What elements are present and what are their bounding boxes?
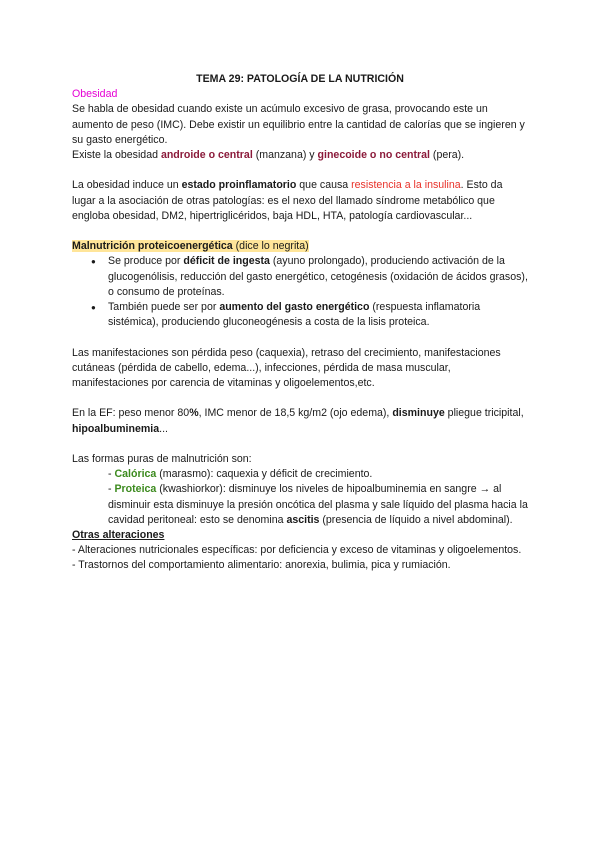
text-span: pliegue tricipital, xyxy=(444,407,524,420)
text-span: (marasmo): caquexia y déficit de crecimiento. xyxy=(156,468,373,481)
androide-term: androide o central xyxy=(160,149,253,162)
calorica-term: Calórica xyxy=(114,468,157,481)
text-span: que causa xyxy=(296,179,352,192)
text-span: (presencia de líquido a nivel abdominal). xyxy=(319,513,513,526)
calorica-item xyxy=(72,467,528,482)
proteica-term: Proteica xyxy=(114,483,157,496)
deficit-ingesta-term: déficit de ingesta xyxy=(183,255,270,268)
ef-paragraph xyxy=(72,406,528,436)
text-span: Existe la obesidad xyxy=(72,149,161,162)
manifestaciones-paragraph: Las manifestaciones son pérdida peso (caquexia), retraso del crecimiento, manifestaciones cutáneas (pérdida de cabello, edema...), infecciones, pérdida de masa muscular, manifestaciones por carencia de vitaminas y oligoelementos,etc. xyxy=(72,346,501,390)
text-span: ... xyxy=(159,422,168,435)
formas-intro: Las formas puras de malnutrición son: xyxy=(72,453,252,465)
ginecoide-term: ginecoide o no central xyxy=(317,149,430,162)
document-page xyxy=(72,72,528,574)
obesidad-paragraph-3 xyxy=(72,178,528,224)
text-span: (respuesta inflamatoria sistémica), produciendo gluconeogénesis a costa de la lisis proteica. xyxy=(108,301,481,329)
ascitis-term: ascitis xyxy=(286,513,320,526)
text-span: En la EF: peso menor 80 xyxy=(72,407,190,420)
proinflamatorio-term: estado proinflamatorio xyxy=(181,179,297,192)
list-item xyxy=(108,300,528,330)
text-span: (kwashiorkor): disminuye los niveles de hipoalbuminemia en sangre → al disminuir esta disminuye la presión oncótica del plasma y sale líquido del plasma hacia la cavidad peritoneal: esto se denomina xyxy=(108,483,528,526)
obesidad-heading: Obesidad xyxy=(72,88,118,101)
otras-line-2: - Trastornos del comportamiento alimentario: anorexia, bulimia, pica y rumiación. xyxy=(72,559,451,572)
text-span: - xyxy=(108,468,115,481)
otras-heading: Otras alteraciones xyxy=(72,529,165,542)
obesidad-paragraph-2 xyxy=(72,148,528,163)
text-span: (manzana) y xyxy=(252,149,318,162)
malnutricion-bullets xyxy=(72,254,528,330)
obesidad-paragraph-1: Se habla de obesidad cuando existe un acúmulo excesivo de grasa, provocando este un aumento de peso (IMC). Debe existir un equilibrio entre la cantidad de calorías que se ingieren y su gasto energético. xyxy=(72,103,525,146)
malnutricion-heading xyxy=(72,239,528,254)
resistencia-insulina-term: resistencia a la insulina xyxy=(351,179,461,192)
list-item xyxy=(108,254,528,300)
text-span: La obesidad induce un xyxy=(72,179,182,192)
hipoalbuminemia-term: hipoalbuminemia xyxy=(72,422,160,435)
text-span: (pera). xyxy=(429,149,465,162)
text-span: (ayuno prolongado), produciendo activación de la glucogenólisis, reducción del gasto energético, cetogénesis (oxidación de ácidos grasos), o consumo de proteínas. xyxy=(108,255,528,298)
aumento-gasto-term: aumento del gasto energético xyxy=(219,301,370,314)
text-span: Se produce por xyxy=(108,255,184,268)
malnutricion-heading-note: (dice lo negrita) xyxy=(232,240,309,253)
text-span: - xyxy=(108,483,115,496)
malnutricion-heading-bold: Malnutrición proteicoenergética xyxy=(72,240,233,253)
document-title: TEMA 29: PATOLOGÍA DE LA NUTRICIÓN xyxy=(196,73,404,85)
text-span: . Esto da lugar a la asociación de otras patologías: es el nexo del llamado síndrome metabólico que engloba obesidad, DM2, hipertriglicéridos, baja HDL, HTA, patología cardiovascular... xyxy=(72,179,503,222)
proteica-item xyxy=(72,482,528,528)
disminuye-term: disminuye xyxy=(392,407,445,420)
otras-line-1: - Alteraciones nutricionales específicas: por deficiencia y exceso de vitaminas y oligoelementos. xyxy=(72,544,522,557)
text-span: , IMC menor de 18,5 kg/m2 (ojo edema), xyxy=(198,407,393,420)
text-span: También puede ser por xyxy=(108,301,220,314)
percent-sign: % xyxy=(189,407,199,420)
